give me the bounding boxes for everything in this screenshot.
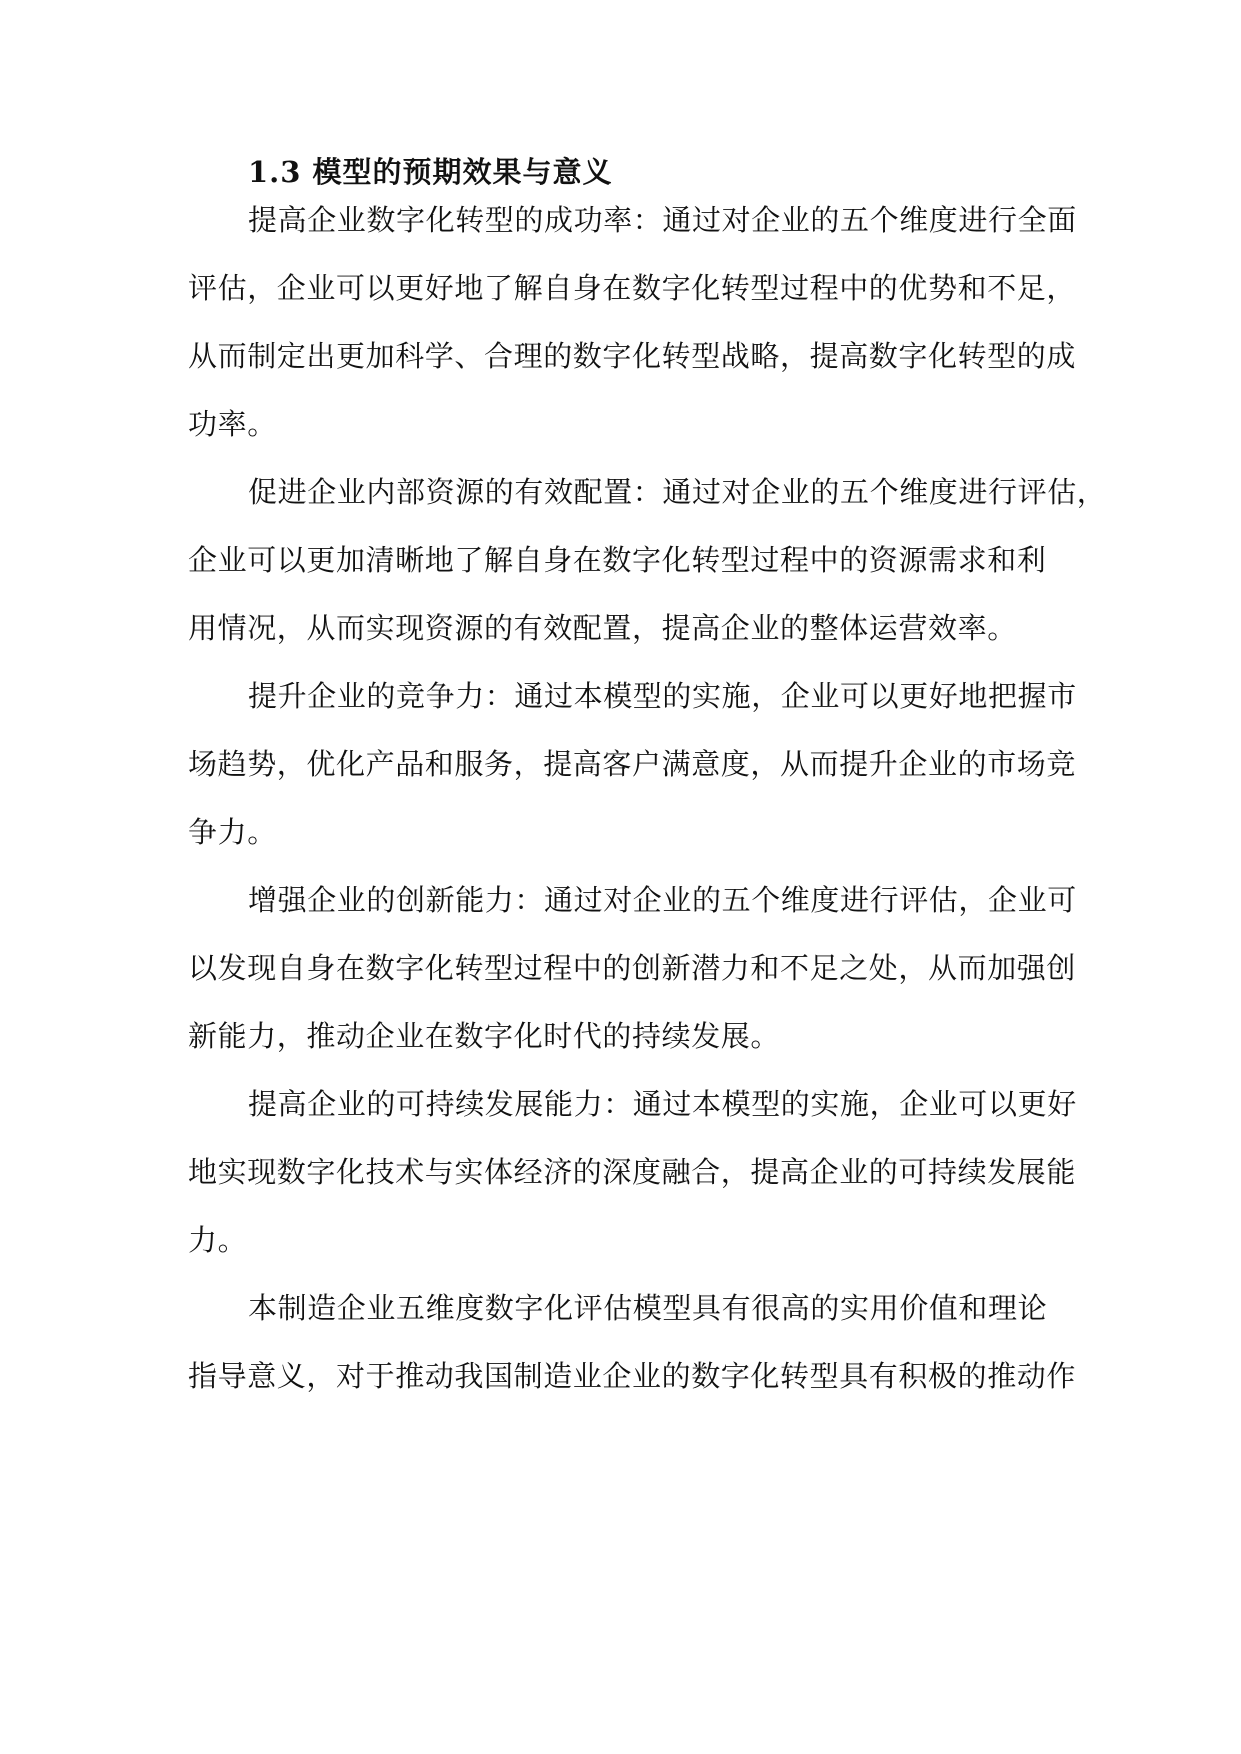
paragraph-line: 地实现数字化技术与实体经济的深度融合，提高企业的可持续发展能 bbox=[188, 1155, 1077, 1189]
paragraph-line: 力。 bbox=[188, 1223, 248, 1257]
paragraph-line: 功率。 bbox=[188, 407, 277, 441]
paragraph-line: 提高企业数字化转型的成功率：通过对企业的五个维度进行全面 bbox=[248, 203, 1077, 237]
section-heading: 1.3 模型的预期效果与意义 bbox=[248, 155, 613, 189]
paragraph-line: 企业可以更加清晰地了解自身在数字化转型过程中的资源需求和利 bbox=[188, 543, 1047, 577]
paragraph-line: 增强企业的创新能力：通过对企业的五个维度进行评估，企业可 bbox=[248, 883, 1077, 917]
paragraph-line: 本制造企业五维度数字化评估模型具有很高的实用价值和理论 bbox=[248, 1291, 1048, 1325]
paragraph-line: 指导意义，对于推动我国制造业企业的数字化转型具有积极的推动作 bbox=[188, 1359, 1077, 1393]
paragraph-line: 提升企业的竞争力：通过本模型的实施，企业可以更好地把握市 bbox=[248, 679, 1077, 713]
paragraph-line: 以发现自身在数字化转型过程中的创新潜力和不足之处，从而加强创 bbox=[188, 951, 1077, 985]
paragraph-line: 争力。 bbox=[188, 815, 277, 849]
paragraph-line: 新能力，推动企业在数字化时代的持续发展。 bbox=[188, 1019, 781, 1053]
paragraph-line: 促进企业内部资源的有效配置：通过对企业的五个维度进行评估， bbox=[248, 475, 1107, 509]
paragraph-line: 场趋势，优化产品和服务，提高客户满意度，从而提升企业的市场竞 bbox=[188, 747, 1077, 781]
paragraph-line: 从而制定出更加科学、合理的数字化转型战略，提高数字化转型的成 bbox=[188, 339, 1077, 373]
paragraph-line: 评估，企业可以更好地了解自身在数字化转型过程中的优势和不足， bbox=[188, 271, 1077, 305]
paragraph-line: 用情况，从而实现资源的有效配置，提高企业的整体运营效率。 bbox=[188, 611, 1017, 645]
paragraph-line: 提高企业的可持续发展能力：通过本模型的实施，企业可以更好 bbox=[248, 1087, 1077, 1121]
